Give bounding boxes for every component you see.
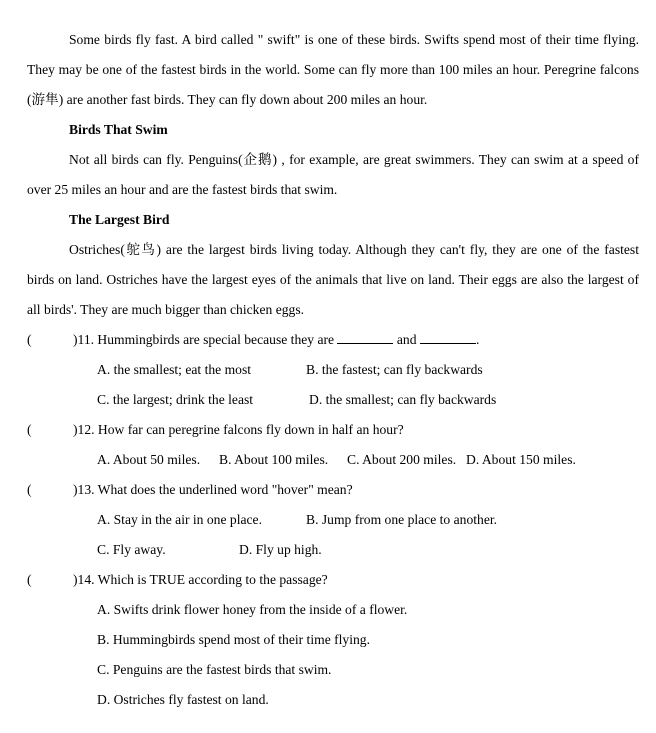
option-d[interactable]: D. the smallest; can fly backwards: [309, 392, 497, 407]
question-stem: )11. Hummingbirds are special because they are and .: [73, 332, 480, 347]
section-heading: Birds That Swim: [69, 122, 168, 137]
passage-line: all birds'. They are much bigger than chicken eggs.: [27, 302, 305, 317]
question-14: [27, 570, 647, 590]
passage-line: (游隼) are another fast birds. They can fly down about 200 miles an hour.: [27, 92, 428, 107]
option-c[interactable]: C. About 200 miles.: [347, 452, 457, 467]
option-c[interactable]: C. the largest; drink the least: [97, 392, 254, 407]
passage-line: over 25 miles an hour and are the fastest birds that swim.: [27, 182, 338, 197]
answer-paren: (: [27, 572, 32, 587]
passage-line: Ostriches(鸵鸟) are the largest birds living today. Although they can't fly, they are one of the fastest: [69, 242, 639, 257]
answer-paren: (: [27, 422, 32, 437]
option-a[interactable]: A. About 50 miles.: [97, 452, 201, 467]
passage-line: Not all birds can fly. Penguins(企鹅) , for example, are great swimmers. They can swim at a speed of: [69, 152, 639, 167]
option-d[interactable]: D. Ostriches fly fastest on land.: [97, 692, 269, 707]
answer-blank[interactable]: [337, 330, 393, 344]
question-stem: )14. Which is TRUE according to the passage?: [73, 572, 328, 587]
answer-blank[interactable]: [420, 330, 476, 344]
option-c[interactable]: C. Fly away.: [97, 542, 166, 557]
option-a[interactable]: A. Swifts drink flower honey from the inside of a flower.: [97, 602, 408, 617]
question-stem: )13. What does the underlined word "hover" mean?: [73, 482, 353, 497]
option-d[interactable]: D. Fly up high.: [239, 542, 322, 557]
question-12: [27, 420, 647, 440]
option-d[interactable]: D. About 150 miles.: [466, 452, 576, 467]
option-c[interactable]: C. Penguins are the fastest birds that swim.: [97, 662, 332, 677]
option-a[interactable]: A. the smallest; eat the most: [97, 362, 252, 377]
option-b[interactable]: B. Jump from one place to another.: [306, 512, 498, 527]
passage-line: They may be one of the fastest birds in the world. Some can fly more than 100 miles an hour. Peregrine falcons: [27, 62, 639, 77]
option-b[interactable]: B. the fastest; can fly backwards: [306, 362, 483, 377]
passage-line: Some birds fly fast. A bird called " swift" is one of these birds. Swifts spend most of their time flying.: [69, 32, 639, 47]
option-b[interactable]: B. About 100 miles.: [219, 452, 329, 467]
section-heading: The Largest Bird: [69, 212, 170, 227]
option-b[interactable]: B. Hummingbirds spend most of their time flying.: [97, 632, 370, 647]
question-11: [27, 330, 647, 350]
question-13: [27, 480, 647, 500]
passage-line: birds on land. Ostriches have the largest eyes of the animals that live on land. Their eggs are also the largest of: [27, 272, 639, 287]
option-a[interactable]: A. Stay in the air in one place.: [97, 512, 262, 527]
answer-paren: (: [27, 482, 32, 497]
answer-paren: (: [27, 332, 32, 347]
question-stem: )12. How far can peregrine falcons fly down in half an hour?: [73, 422, 404, 437]
